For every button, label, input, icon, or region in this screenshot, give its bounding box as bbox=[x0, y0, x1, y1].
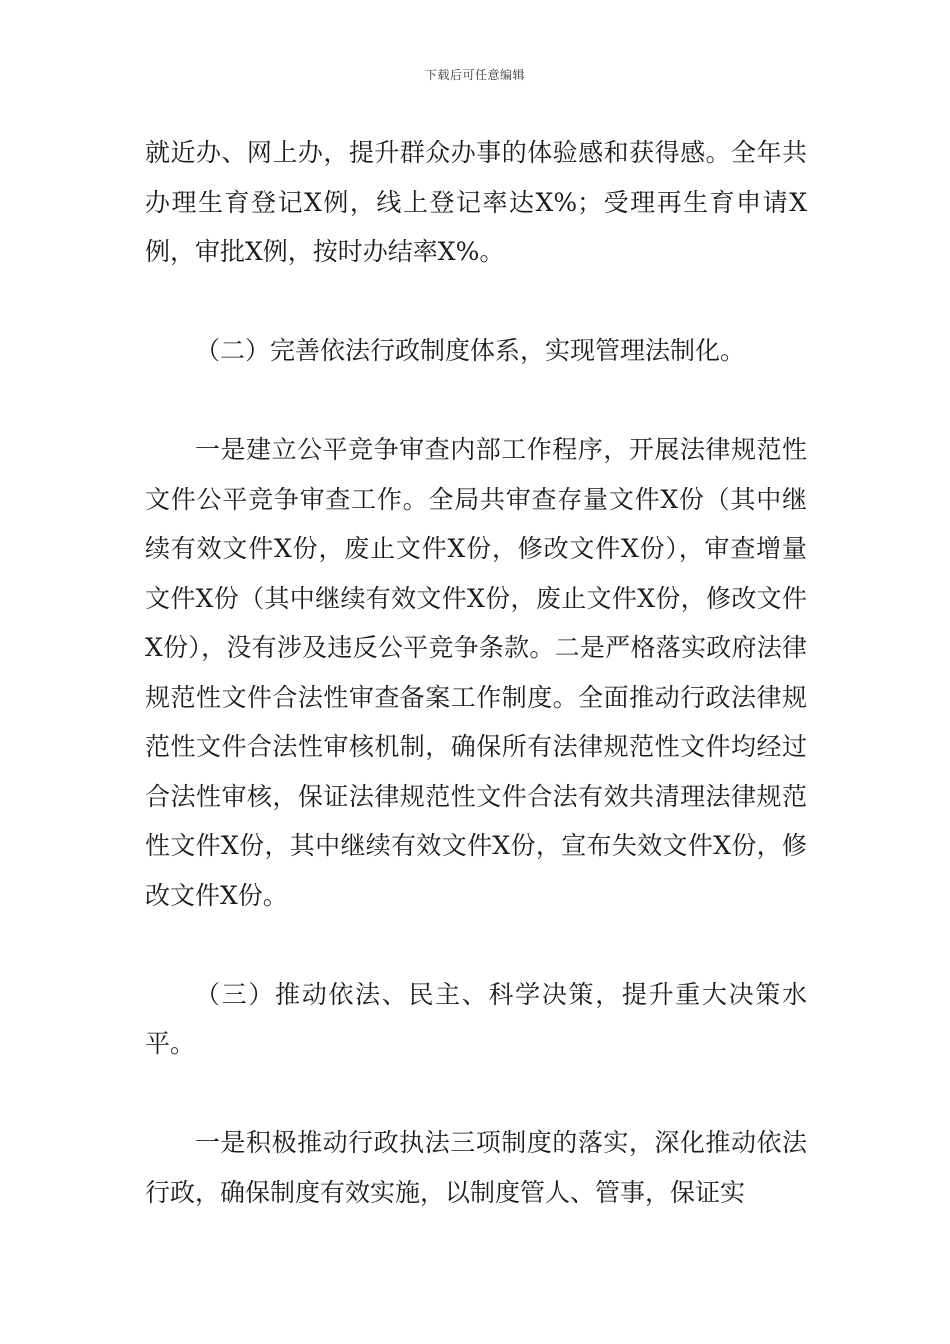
paragraph-gap bbox=[145, 920, 807, 970]
paragraph-gap bbox=[145, 277, 807, 327]
document-body bbox=[145, 128, 807, 1217]
page-header: 下载后可任意编辑 bbox=[424, 68, 525, 82]
paragraph-enforcement: 一是积极推动行政执法三项制度的落实，深化推动依法行政，确保制度有效实施，以制度管人、管事，保证实 bbox=[145, 1128, 807, 1207]
paragraph-gap bbox=[145, 376, 807, 426]
paragraph-continuation: 就近办、网上办，提升群众办事的体验感和获得感。全年共办理生育登记X例，线上登记率达X%；受理再生育申请X例，审批X例，按时办结率X%。 bbox=[145, 138, 807, 266]
paragraph-gap bbox=[145, 1069, 807, 1119]
section-heading-3: （三）推动依法、民主、科学决策，提升重大决策水平。 bbox=[145, 979, 807, 1058]
paragraph-review-work: 一是建立公平竞争审查内部工作程序，开展法律规范性文件公平竞争审查工作。全局共审查存量文件X份（其中继续有效文件X份，废止文件X份，修改文件X份），审查增量文件X份（其中继续有效文件X份，废止文件X份，修改文件X份），没有涉及违反公平竞争条款。二是严格落实政府法律规范性文件合法性审查备案工作制度。全面推动行政法律规范性文件合法性审核机制，确保所有法律规范性文件均经过合法性审核，保证法律规范性文件合法有效共清理法律规范性文件X份，其中继续有效文件X份，宣布失效文件X份，修改文件X份。 bbox=[145, 435, 807, 910]
section-heading-2: （二）完善依法行政制度体系，实现管理法制化。 bbox=[195, 336, 746, 365]
